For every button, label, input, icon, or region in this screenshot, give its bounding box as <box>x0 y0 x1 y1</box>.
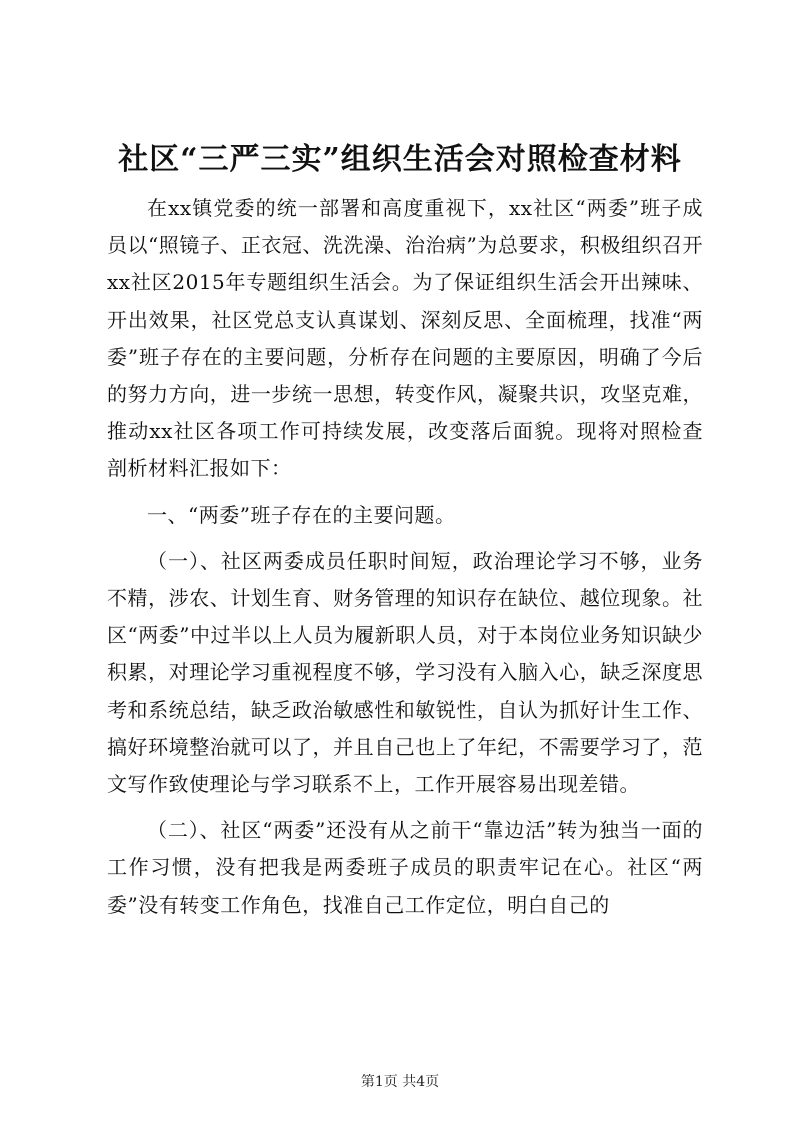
intro-paragraph: 在xx镇党委的统一部署和高度重视下，xx社区“两委”班子成员以“照镜子、正衣冠、洗洗澡、治治病”为总要求，积极组织召开xx社区2015年专题组织生活会。为了保证组织生活会开出辣味、开出效果，社区党总支认真谋划、深刻反思、全面梳理，找准“两委”班子存在的主要问题，分析存在问题的主要原因，明确了今后的努力方向，进一步统一思想，转变作风，凝聚共识，攻坚克难，推动xx社区各项工作可持续发展，改变落后面貌。现将对照检查剖析材料汇报如下： <box>107 196 703 481</box>
page-footer: 第1页 共4页 <box>360 1074 440 1090</box>
document-body <box>107 190 703 924</box>
document-title: 社区“三严三实”组织生活会对照检查材料 <box>118 142 682 177</box>
problem-paragraph-2: （二）、社区“两委”还没有从之前干“靠边活”转为独当一面的工作习惯，没有把我是两委班子成员的职责牢记在心。社区“两委”没有转变工作角色，找准自己工作定位，明白自己的 <box>107 818 703 917</box>
section-heading-1: 一、“两委”班子存在的主要问题。 <box>147 502 456 527</box>
problem-paragraph-1: （一）、社区两委成员任职时间短，政治理论学习不够，业务不精，涉农、计划生育、财务管理的知识存在缺位、越位现象。社区“两委”中过半以上人员为履新职人员，对于本岗位业务知识缺少积累，对理论学习重视程度不够，学习没有入脑入心，缺乏深度思考和系统总结，缺乏政治敏感性和敏锐性，自认为抓好计生工作、搞好环境整治就可以了，并且自己也上了年纪，不需要学习了，范文写作致使理论与学习联系不上，工作开展容易出现差错。 <box>107 548 703 797</box>
